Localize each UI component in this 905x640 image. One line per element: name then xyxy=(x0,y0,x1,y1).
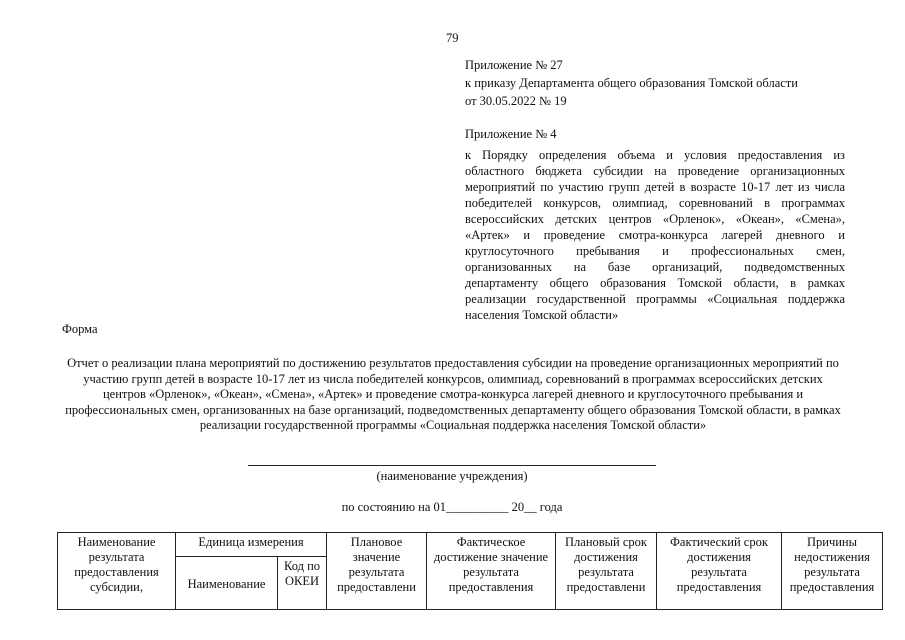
col-header-unit-code: Код по ОКЕИ xyxy=(278,557,327,610)
institution-underline xyxy=(248,465,656,466)
appendix-27-title: Приложение № 27 xyxy=(465,58,563,72)
as-of-date: по состоянию на 01__________ 20__ года xyxy=(341,500,563,514)
col-header-actual-date: Фактический срок достижения результата предоставления xyxy=(657,533,782,610)
report-title-text: Отчет о реализации плана мероприятий по достижению результатов предоставления субсидии на проведение организационных мероприятий по участию групп детей в возрасте 10-17 лет из числа победителей конкурсов, олимпиад, соревнований в программах всероссийских детских центров «Орленок», «Океан», «Смена», «Артек» и проведение смотра-конкурса лагерей дневного и круглосуточного пребывания и профессиональных смен, организованных на базе организаций, подведомственных департаменту общего образования Томской области, в рамках реализации государственной программы «Социальная поддержка населения Томской области» xyxy=(65,356,841,432)
institution-caption: (наименование учреждения) xyxy=(376,469,528,483)
report-table xyxy=(57,532,883,610)
appendix-4-title: Приложение № 4 xyxy=(465,127,557,141)
appendix-27-block xyxy=(465,56,845,110)
appendix-27-line1: к приказу Департамента общего образования Томской области xyxy=(465,76,798,90)
appendix-4-text: к Порядку определения объема и условия предоставления из областного бюджета субсидии на проведение организационных мероприятий по участию групп детей в возрасте 10-17 лет из числа победителей конкурсов, олимпиад, соревнований в программах всероссийских детских центров «Орленок», «Океан», «Смена», «Артек» и проведение смотра-конкурса лагерей дневного и круглосуточного пребывания и профессиональных смен, организованных на базе организаций, подведомственных департаменту общего образования Томской области, в рамках реализации государственной программы «Социальная поддержка населения Томской области» xyxy=(465,148,845,322)
appendix-4-body xyxy=(465,147,845,323)
col-header-planned-value: Плановое значение результата предоставлени xyxy=(327,533,427,610)
table-header-row-1 xyxy=(58,533,883,557)
col-header-unit-name: Наименование xyxy=(176,557,278,610)
col-header-actual-value: Фактическое достижение значение результата предоставления xyxy=(427,533,556,610)
col-header-planned-date: Плановый срок достижения результата предоставлени xyxy=(556,533,657,610)
appendix-27-line2: от 30.05.2022 № 19 xyxy=(465,94,567,108)
col-header-name: Наименование результата предоставления субсидии, xyxy=(58,533,176,610)
col-header-unit: Единица измерения xyxy=(176,533,327,557)
page-number: 79 xyxy=(446,31,459,45)
col-header-reasons: Причины недостижения результата предоставления xyxy=(782,533,883,610)
report-title xyxy=(62,356,844,434)
form-label: Форма xyxy=(62,322,98,336)
